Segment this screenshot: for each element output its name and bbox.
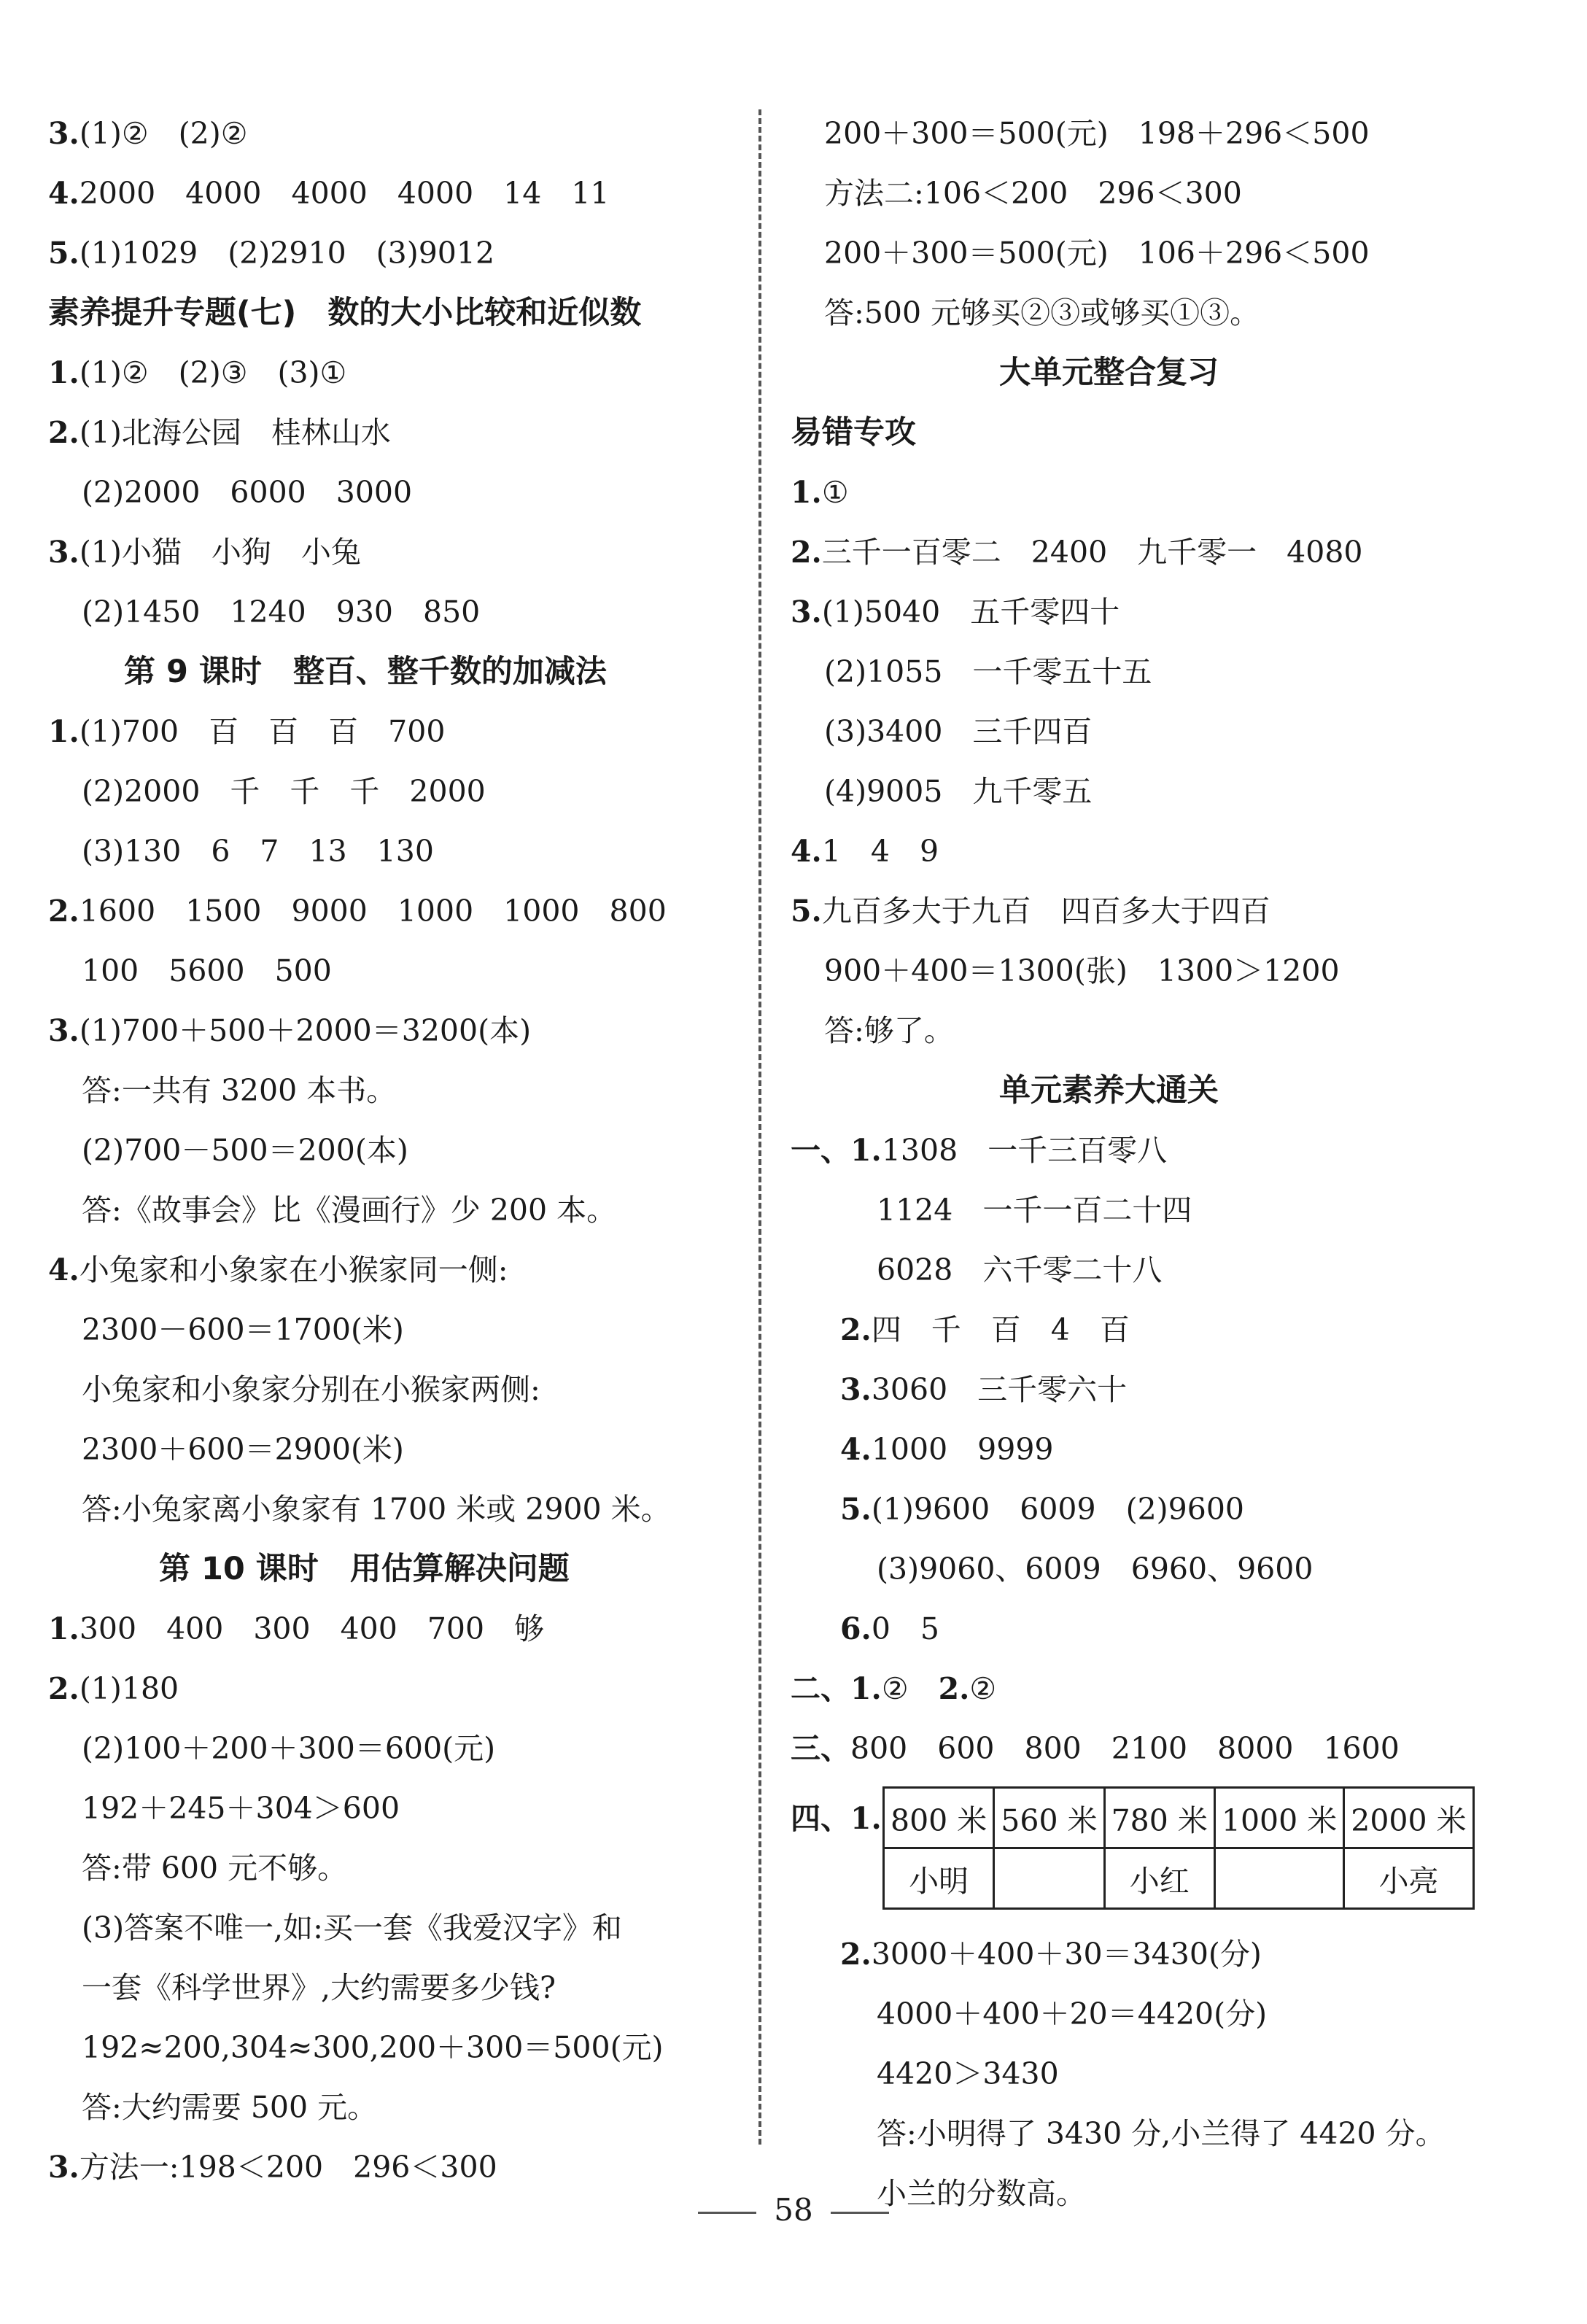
answer-line: 3.(1)小猫 小狗 小兔	[48, 535, 361, 570]
answer-line: (2)100＋200＋300＝600(元)	[82, 1731, 496, 1766]
answer-line: 1.①	[791, 475, 849, 510]
footer-dash-left	[698, 2212, 756, 2214]
answer-line: 2.3000＋400＋30＝3430(分)	[840, 1937, 1262, 1972]
page-footer	[0, 2192, 1587, 2228]
answer-line: 方法二:106＜200 296＜300	[824, 176, 1242, 211]
answer-line: 1124 一千一百二十四	[877, 1193, 1192, 1228]
section-heading: 单元素养大通关	[999, 1072, 1219, 1109]
answer-line: 2.四 千 百 4 百	[840, 1312, 1130, 1347]
answer-line: 4420＞3430	[877, 2056, 1059, 2091]
answer-line: 一套《科学世界》,大约需要多少钱?	[82, 1970, 556, 2005]
footer-dash-right	[831, 2212, 889, 2214]
answer-line: 100 5600 500	[82, 953, 332, 988]
distance-table	[882, 1786, 1475, 1910]
answer-line: 小兰的分数高。	[877, 2176, 1086, 2211]
table-cell: 1000 米	[1214, 1788, 1343, 1848]
section-heading: 第 10 课时 用估算解决问题	[159, 1551, 570, 1587]
answer-line: 4.1000 9999	[840, 1432, 1054, 1467]
answer-line: 三、800 600 800 2100 8000 1600	[791, 1731, 1400, 1766]
table-cell: 小红	[1104, 1848, 1214, 1909]
section-heading: 大单元整合复习	[999, 355, 1219, 391]
answer-line: 答:够了。	[824, 1013, 954, 1048]
answer-line: 3.方法一:198＜200 296＜300	[48, 2150, 497, 2185]
page-number: 58	[774, 2192, 813, 2228]
answer-line: (4)9005 九千零五	[824, 774, 1093, 809]
answer-line: 4.1 4 9	[791, 834, 939, 869]
answer-line: 2300－600＝1700(米)	[82, 1312, 404, 1347]
answer-line: 2.1600 1500 9000 1000 1000 800	[48, 894, 667, 929]
answer-line: 6028 六千零二十八	[877, 1252, 1163, 1287]
answer-line: (2)700－500＝200(本)	[82, 1133, 408, 1168]
section-heading: 第 9 课时 整百、整千数的加减法	[124, 654, 607, 690]
section-heading: 易错专攻	[791, 414, 916, 451]
answer-line: (3)130 6 7 13 130	[82, 834, 434, 869]
answer-line: 答:大约需要 500 元。	[82, 2090, 378, 2125]
answer-line: 答:带 600 元不够。	[82, 1851, 348, 1886]
answer-line: 3.(1)5040 五千零四十	[791, 594, 1120, 630]
answer-line: 1.(1)700 百 百 百 700	[48, 714, 446, 749]
answer-line: 四、1.	[791, 1801, 882, 1836]
answer-line: 5.(1)1029 (2)2910 (3)9012	[48, 236, 495, 271]
answer-line: (2)1055 一千零五十五	[824, 654, 1152, 689]
answer-line: 2.(1)180	[48, 1671, 179, 1706]
answer-line: 192≈200,304≈300,200＋300＝500(元)	[82, 2030, 664, 2065]
table-cell: 800 米	[884, 1788, 994, 1848]
answer-line: 2300＋600＝2900(米)	[82, 1432, 404, 1467]
answer-line: 二、1.② 2.②	[791, 1671, 997, 1706]
answer-line: (2)1450 1240 930 850	[82, 594, 481, 630]
answer-line: 小兔家和小象家分别在小猴家两侧:	[82, 1372, 540, 1407]
column-divider	[758, 109, 761, 2145]
answer-line: 200＋300＝500(元) 198＋296＜500	[824, 116, 1370, 151]
table-row	[884, 1788, 1474, 1848]
answer-line: 3.3060 三千零六十	[840, 1372, 1128, 1407]
answer-line: 一、1.1308 一千三百零八	[791, 1133, 1168, 1168]
section-heading: 素养提升专题(七) 数的大小比较和近似数	[48, 295, 642, 331]
table-cell	[994, 1848, 1104, 1909]
answer-line: 2.三千一百零二 2400 九千零一 4080	[791, 535, 1363, 570]
answer-line: 5.(1)9600 6009 (2)9600	[840, 1492, 1244, 1527]
answer-line: 192＋245＋304＞600	[82, 1791, 400, 1826]
answer-line: 答:《故事会》比《漫画行》少 200 本。	[82, 1193, 617, 1228]
answer-line: 1.300 400 300 400 700 够	[48, 1611, 545, 1646]
answer-line: 答:小明得了 3430 分,小兰得了 4420 分。	[877, 2116, 1446, 2151]
answer-line: 3.(1)② (2)②	[48, 116, 248, 151]
answer-line: (2)2000 千 千 千 2000	[82, 774, 486, 809]
answer-line: 答:一共有 3200 本书。	[82, 1073, 397, 1108]
table-cell: 小亮	[1344, 1848, 1473, 1909]
answer-line: 6.0 5	[840, 1611, 939, 1646]
table-cell: 780 米	[1104, 1788, 1214, 1848]
answer-line: (3)3400 三千四百	[824, 714, 1093, 749]
answer-line: 3.(1)700＋500＋2000＝3200(本)	[48, 1013, 532, 1048]
answer-line: 900＋400＝1300(张) 1300＞1200	[824, 953, 1340, 988]
table-row	[884, 1848, 1474, 1909]
answer-line: 答:500 元够买②③或够买①③。	[824, 295, 1260, 330]
answer-line: 5.九百多大于九百 四百多大于四百	[791, 894, 1270, 929]
answer-line: 200＋300＝500(元) 106＋296＜500	[824, 236, 1370, 271]
answer-line: 4.2000 4000 4000 4000 14 11	[48, 176, 610, 211]
table-cell: 560 米	[994, 1788, 1104, 1848]
answer-line: 4000＋400＋20＝4420(分)	[877, 1996, 1268, 2031]
answer-line: (2)2000 6000 3000	[82, 475, 413, 510]
answer-line: 1.(1)② (2)③ (3)①	[48, 355, 347, 390]
table-cell	[1214, 1848, 1343, 1909]
table-cell: 小明	[884, 1848, 994, 1909]
answer-line: 4.小兔家和小象家在小猴家同一侧:	[48, 1252, 508, 1287]
answer-line: 2.(1)北海公园 桂林山水	[48, 415, 391, 450]
answer-line: 答:小兔家离小象家有 1700 米或 2900 米。	[82, 1492, 671, 1527]
table-cell: 2000 米	[1344, 1788, 1473, 1848]
answer-line: (3)答案不唯一,如:买一套《我爱汉字》和	[82, 1910, 622, 1945]
answer-line: (3)9060、6009 6960、9600	[877, 1552, 1314, 1587]
